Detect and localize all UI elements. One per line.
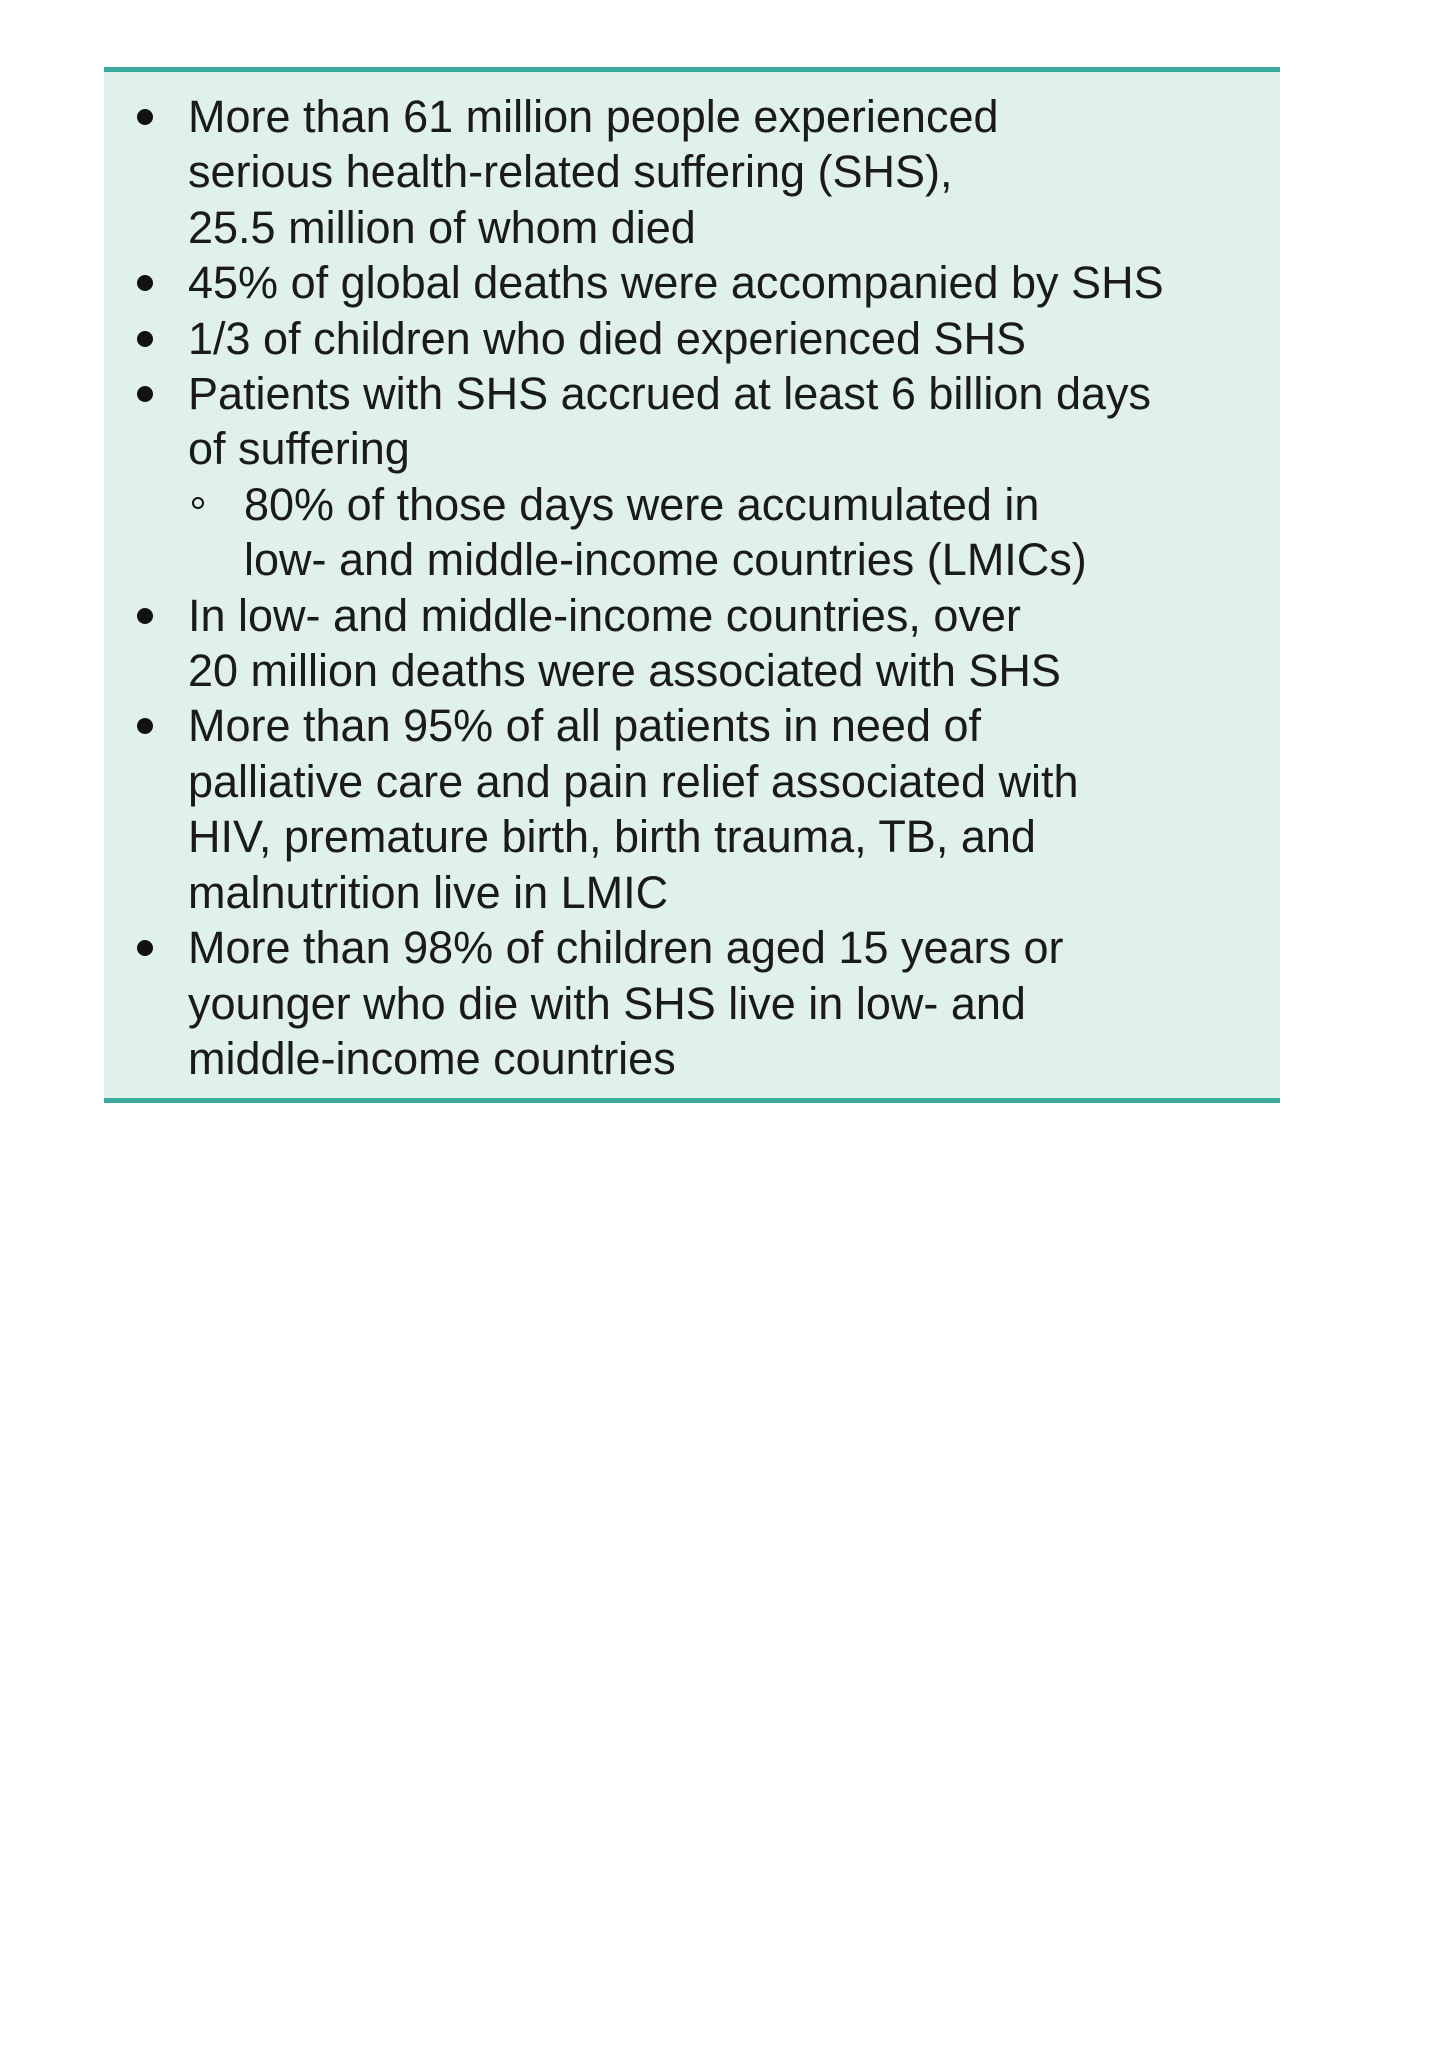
bullet-dot-icon <box>137 109 153 125</box>
summary-box <box>104 67 1280 1103</box>
list-item <box>104 698 1280 920</box>
list-item-line: 25.5 million of whom died <box>188 201 696 253</box>
bullet-dot-icon <box>137 608 153 624</box>
sub-list-item-line: low- and middle-income countries (LMICs) <box>244 534 1087 586</box>
list-item-line: In low- and middle-income countries, over <box>188 589 1021 641</box>
list-item-line: Patients with SHS accrued at least 6 billion days <box>188 368 1151 420</box>
bullet-dot-icon <box>137 940 153 956</box>
list-item-line: malnutrition live in LMIC <box>188 866 669 918</box>
bullet-list <box>104 89 1280 1086</box>
sub-list-item-line: 80% of those days were accumulated in <box>244 478 1040 530</box>
list-item <box>104 588 1280 699</box>
list-item-line: More than 61 million people experienced <box>188 91 999 142</box>
list-item <box>104 920 1280 1086</box>
bullet-dot-icon <box>137 718 153 734</box>
list-item-line: 1/3 of children who died experienced SHS <box>188 312 1027 364</box>
list-item-line: of suffering <box>188 423 410 475</box>
bullet-dot-icon <box>137 275 153 291</box>
sub-list-item <box>188 477 1260 588</box>
list-item <box>104 366 1280 588</box>
list-item-line: More than 95% of all patients in need of <box>188 700 982 752</box>
list-item-line: younger who die with SHS live in low- and <box>188 977 1026 1029</box>
list-item-line: More than 98% of children aged 15 years or <box>188 922 1064 974</box>
list-item <box>104 311 1280 366</box>
sub-list <box>188 477 1260 588</box>
list-item-line: HIV, premature birth, birth trauma, TB, and <box>188 811 1036 863</box>
list-item-line: middle-income countries <box>188 1032 676 1084</box>
bullet-dot-icon <box>137 386 153 402</box>
list-item-line: 20 million deaths were associated with SHS <box>188 645 1061 697</box>
bullet-circle-icon <box>192 497 204 509</box>
list-item <box>104 255 1280 310</box>
list-item <box>104 89 1280 255</box>
list-item-line: 45% of global deaths were accompanied by SHS <box>188 257 1164 309</box>
bullet-dot-icon <box>137 331 153 347</box>
list-item-line: palliative care and pain relief associated with <box>188 755 1079 807</box>
list-item-line: serious health-related suffering (SHS), <box>188 146 953 198</box>
